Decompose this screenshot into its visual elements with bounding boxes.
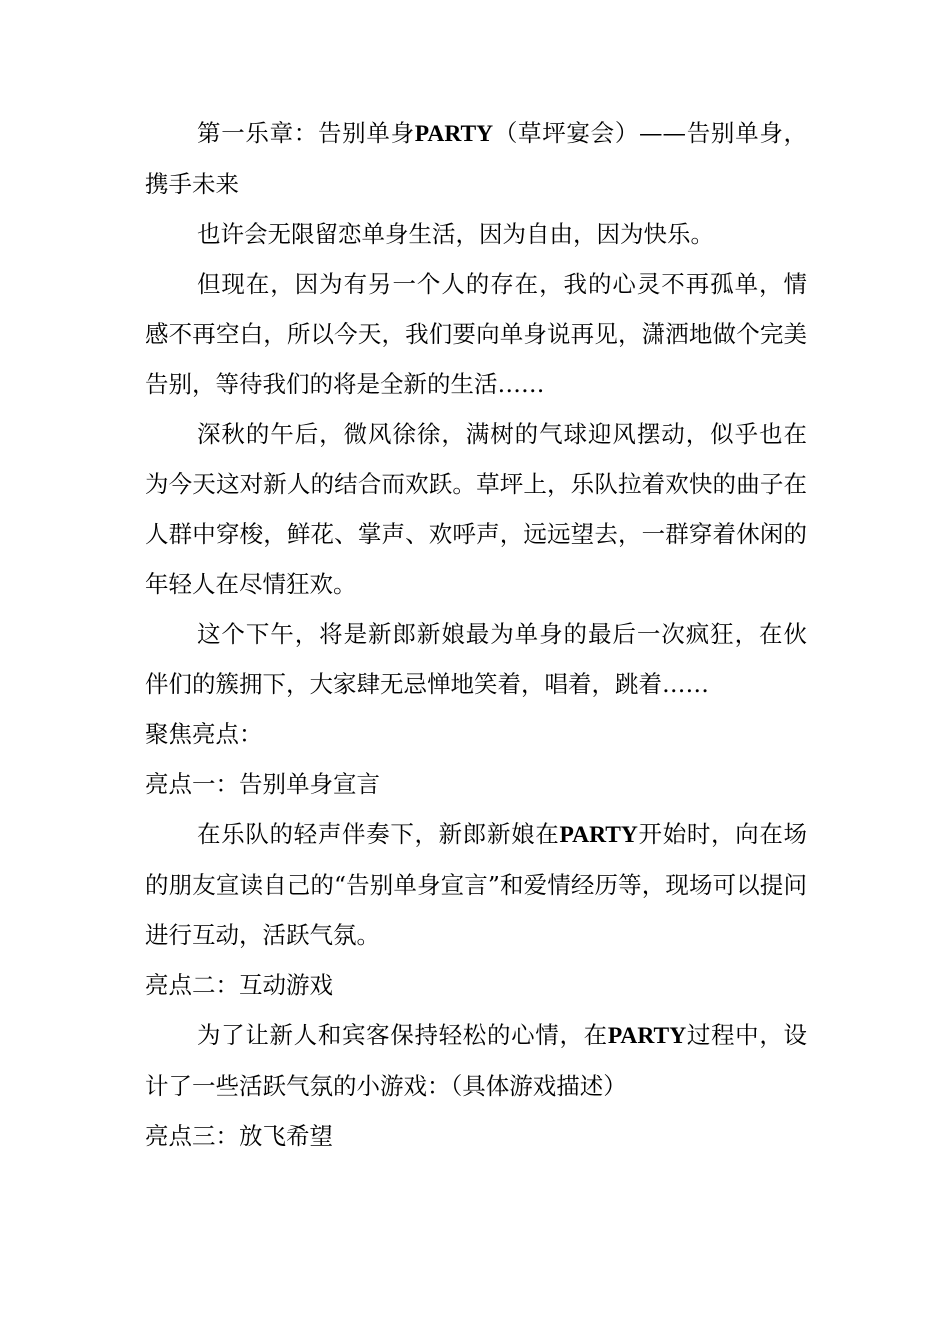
highlight-two-party: PARTY xyxy=(607,1023,687,1049)
highlight-one-text: 在乐队的轻声伴奏下，新郎新娘在 xyxy=(197,820,560,848)
highlight-one-paragraph xyxy=(145,809,807,960)
paragraph-autumn-afternoon: 深秋的午后，微风徐徐，满树的气球迎风摆动，似乎也在为今天这对新人的结合而欢跃。草坪上，乐队拉着欢快的曲子在人群中穿梭，鲜花、掌声、欢呼声，远远望去，一群穿着休闲的年轻人在尽情狂欢。 xyxy=(145,420,807,598)
document-body xyxy=(145,108,807,1161)
chapter-title-text: 第一乐章：告别单身 xyxy=(197,119,415,147)
paragraph-farewell: 但现在，因为有另一个人的存在，我的心灵不再孤单，情感不再空白，所以今天，我们要向单身说再见，潇洒地做个完美告别，等待我们的将是全新的生活…… xyxy=(145,270,807,398)
highlight-two-rest: 过程中，设计了一些活跃气氛的小游戏：（具体游戏描述） xyxy=(145,1021,808,1100)
paragraph-freedom: 也许会无限留恋单身生活，因为自由，因为快乐。 xyxy=(197,220,714,248)
highlight-two-paragraph xyxy=(145,1010,807,1111)
highlight-one-party: PARTY xyxy=(559,822,638,848)
highlight-one-heading: 亮点一：告别单身宣言 xyxy=(145,770,380,798)
focus-highlights-heading: 聚焦亮点： xyxy=(145,720,263,748)
paragraph-last-madness: 这个下午，将是新郎新娘最为单身的最后一次疯狂，在伙伴们的簇拥下，大家肆无忌惮地笑着，唱着，跳着…… xyxy=(145,620,807,698)
highlight-one-rest: 开始时，向在场的朋友宣读自己的“告别单身宣言”和爱情经历等，现场可以提问进行互动，活跃气氛。 xyxy=(145,820,808,949)
highlight-two-text: 为了让新人和宾客保持轻松的心情，在 xyxy=(197,1021,608,1049)
highlight-three-heading: 亮点三：放飞希望 xyxy=(145,1122,333,1150)
chapter-title-paragraph xyxy=(145,108,807,209)
highlight-two-heading: 亮点二：互动游戏 xyxy=(145,971,333,999)
chapter-title-party: PARTY xyxy=(414,121,494,147)
chapter-title-rest: （草坪宴会）——告别单身，携手未来 xyxy=(145,119,808,198)
